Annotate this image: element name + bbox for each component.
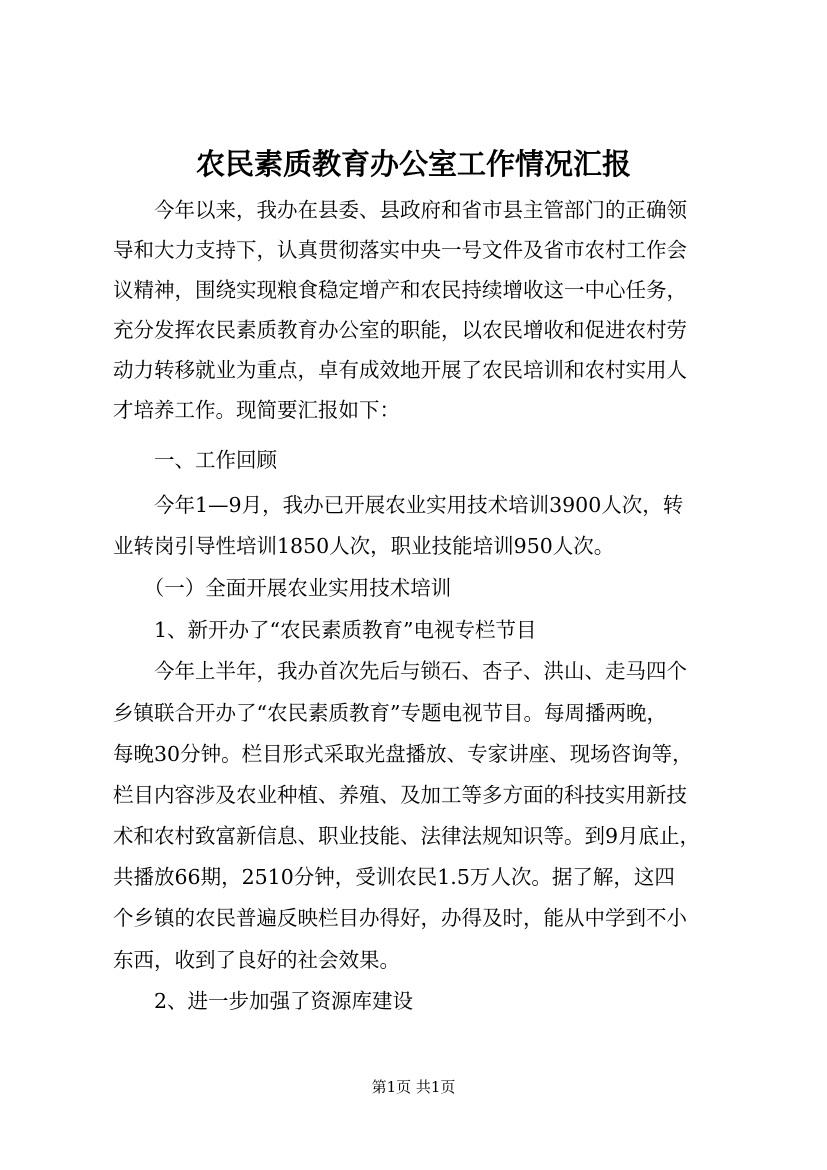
item-heading: 1、新开办了“农民素质教育”电视专栏节目 [113,618,537,642]
body-line: 今年上半年，我办首次先后与锁石、杏子、洪山、走马四个 [113,659,687,683]
subsection-heading: （一）全面开展农业实用技术培训 [113,576,452,600]
body-line: 栏目内容涉及农业种植、养殖、及加工等多方面的科技实用新技 [113,783,687,807]
body-line: 共播放66期，2510分钟，受训农民1.5万人次。据了解，这四 [113,865,675,889]
body-line: 每晚30分钟。栏目形式采取光盘播放、专家讲座、现场咨询等， [113,742,693,766]
body-line: 业转岗引导性培训1850人次，职业技能培训950人次。 [113,534,615,558]
page-footer: 第1页 共1页 [371,1078,456,1096]
document-title: 农民素质教育办公室工作情况汇报 [195,147,631,181]
body-line: 才培养工作。现简要汇报如下： [113,398,400,422]
body-line: 议精神，围绕实现粮食稳定增产和农民持续增收这一中心任务， [113,278,687,302]
body-line: 充分发挥农民素质教育办公室的职能，以农民增收和促进农村劳 [113,318,687,342]
item-heading: 2、进一步加强了资源库建设 [113,989,414,1013]
body-line: 术和农村致富新信息、职业技能、法律法规知识等。到9月底止， [113,824,701,848]
body-line: 个乡镇的农民普遍反映栏目办得好，办得及时，能从中学到不小 [113,906,687,930]
body-line: 乡镇联合开办了“农民素质教育”专题电视节目。每周播两晚， [113,701,667,725]
section-heading: 一、工作回顾 [113,448,277,472]
body-line: 导和大力支持下，认真贯彻落实中央一号文件及省市农村工作会 [113,238,687,262]
body-line: 今年1—9月，我办已开展农业实用技术培训3900人次，转 [113,493,684,517]
body-line: 动力转移就业为重点，卓有成效地开展了农民培训和农村实用人 [113,358,687,382]
body-line: 东西，收到了良好的社会效果。 [113,948,400,972]
body-line: 今年以来，我办在县委、县政府和省市县主管部门的正确领 [113,198,687,222]
